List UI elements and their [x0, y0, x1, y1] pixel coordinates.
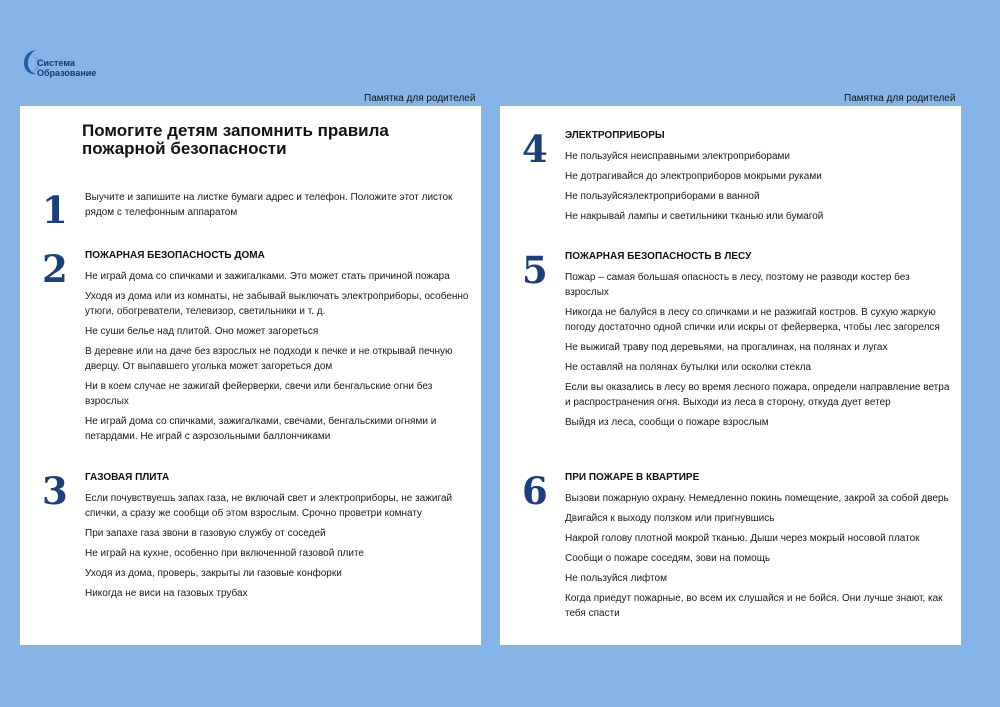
section-heading: ЭЛЕКТРОПРИБОРЫ — [565, 130, 665, 141]
list-item: Двигайся к выходу ползком или пригнувшись — [565, 513, 775, 524]
page-title: Помогите детям запомнить правила пожарной безопасности — [82, 121, 389, 158]
list-item: Не играй на кухне, особенно при включенной газовой плите — [85, 548, 364, 559]
memo-label-left: Памятка для родителей — [364, 93, 476, 104]
section-number: 6 — [522, 469, 548, 513]
list-item: Когда приедут пожарные, во всем их слушайся и не бойся. Они лучше знают, как тебя спасти — [565, 593, 943, 619]
list-item: В деревне или на даче без взрослых не подходи к печке и не открывай печную дверцу. От выпавшего уголька может загореться дом — [85, 346, 453, 372]
list-item: Не выжигай траву под деревьями, на прогалинах, на полянах и лугах — [565, 342, 888, 353]
left-page — [20, 106, 481, 645]
list-item: Если вы оказались в лесу во время лесного пожара, определи направление ветра и распространения огня. Выходи из леса в сторону, откуда дует ветер — [565, 382, 950, 408]
section-number: 2 — [42, 247, 68, 291]
logo-line-1: Система — [37, 58, 75, 68]
section-heading: ПРИ ПОЖАРЕ В КВАРТИРЕ — [565, 472, 700, 483]
section-number: 1 — [42, 188, 68, 232]
section-number: 3 — [42, 469, 68, 513]
list-item: Не дотрагивайся до электроприборов мокрыми руками — [565, 171, 822, 182]
logo — [22, 48, 122, 84]
list-item: Сообщи о пожаре соседям, зови на помощь — [565, 553, 771, 564]
list-item: Никогда не виси на газовых трубах — [85, 588, 248, 599]
list-item: Уходя из дома, проверь, закрыты ли газовые конфорки — [85, 568, 342, 579]
list-item: Не суши белье над плитой. Оно может загореться — [85, 326, 319, 337]
section-number: 4 — [522, 127, 548, 171]
list-item: Не играй дома со спичками, зажигалками, свечами, бенгальскими огнями и петардами. Не играй с аэрозольными баллончиками — [85, 416, 437, 442]
list-item: Уходя из дома или из комнаты, не забывай выключать электроприборы, особенно утюги, обогреватели, телевизор, светильники и т. д. — [85, 291, 469, 317]
list-item: Вызови пожарную охрану. Немедленно покинь помещение, закрой за собой дверь — [565, 493, 949, 504]
list-item: Никогда не балуйся в лесу со спичками и не разжигай костров. В сухую жаркую погоду достаточно одной спички или искры от фейерверка, чтобы лес загорелся — [565, 307, 940, 333]
list-item: Выучите и запишите на листке бумаги адрес и телефон. Положите этот листок рядом с телефонным аппаратом — [85, 192, 453, 218]
section-heading: ГАЗОВАЯ ПЛИТА — [85, 472, 170, 483]
section-heading: ПОЖАРНАЯ БЕЗОПАСНОСТЬ В ЛЕСУ — [565, 251, 752, 262]
list-item: Не пользуйсяэлектроприборами в ванной — [565, 191, 760, 202]
list-item: Не накрывай лампы и светильники тканью или бумагой — [565, 211, 824, 222]
list-item: Не оставляй на полянах бутылки или осколки стекла — [565, 362, 812, 373]
list-item: Не играй дома со спичками и зажигалками. Это может стать причиной пожара — [85, 271, 450, 282]
list-item: Не пользуйся неисправными электроприборами — [565, 151, 790, 162]
list-item: Не пользуйся лифтом — [565, 573, 667, 584]
memo-label-right: Памятка для родителей — [844, 93, 956, 104]
logo-line-2: Образование — [37, 68, 97, 78]
list-item: Пожар – самая большая опасность в лесу, поэтому не разводи костер без взрослых — [565, 272, 910, 298]
list-item: При запахе газа звони в газовую службу от соседей — [85, 528, 326, 539]
list-item: Ни в коем случае не зажигай фейерверки, свечи или бенгальские огни без взрослых — [85, 381, 433, 407]
right-page — [500, 106, 961, 645]
section-heading: ПОЖАРНАЯ БЕЗОПАСНОСТЬ ДОМА — [85, 250, 265, 261]
section-number: 5 — [522, 248, 548, 292]
list-item: Накрой голову плотной мокрой тканью. Дыши через мокрый носовой платок — [565, 533, 920, 544]
list-item: Если почувствуешь запах газа, не включай свет и электроприборы, не зажигай спички, а сразу же сообщи об этом взрослым. Срочно проветри комнату — [85, 493, 453, 519]
list-item: Выйдя из леса, сообщи о пожаре взрослым — [565, 417, 769, 428]
